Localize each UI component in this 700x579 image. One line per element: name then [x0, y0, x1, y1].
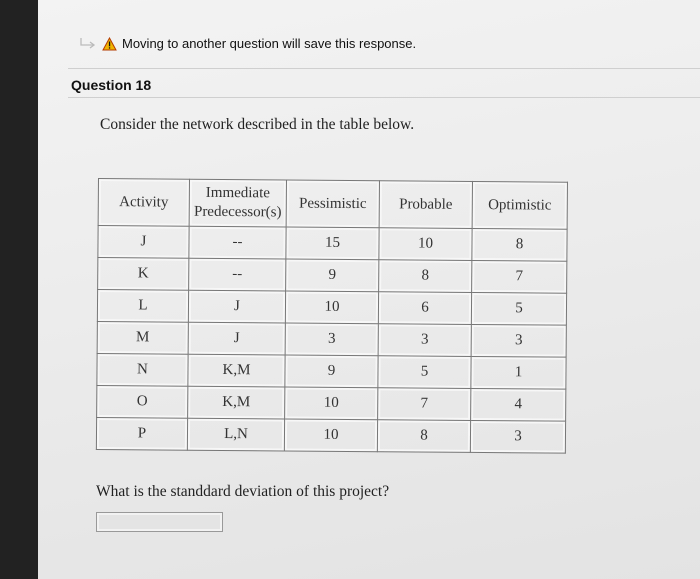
cell-probable: 8: [377, 420, 470, 453]
table-header-row: [98, 179, 567, 230]
cell-pessimistic: 9: [286, 259, 379, 292]
divider: [68, 68, 700, 69]
table-row: [98, 226, 567, 262]
warning-triangle-icon: [102, 37, 117, 51]
header-pessimistic: Pessimistic: [286, 180, 379, 228]
cell-activity: P: [96, 417, 187, 450]
cell-predecessors: J: [188, 322, 285, 355]
table-row: [97, 385, 566, 421]
cell-predecessors: L,N: [187, 418, 284, 451]
question-prompt: Consider the network described in the table below.: [100, 116, 415, 133]
cell-pessimistic: 10: [285, 387, 378, 420]
header-predecessors-line2: Predecessor(s): [193, 203, 282, 221]
cell-activity: L: [97, 290, 188, 323]
cell-probable: 3: [378, 324, 471, 357]
cell-optimistic: 4: [471, 388, 566, 421]
cell-probable: 10: [379, 228, 472, 261]
cell-pessimistic: 10: [284, 419, 377, 452]
cell-predecessors: K,M: [188, 354, 285, 387]
cell-pessimistic: 10: [285, 291, 378, 324]
network-table: [96, 178, 568, 454]
table-row: [97, 321, 566, 357]
network-table-wrapper: [98, 178, 568, 450]
cell-probable: 8: [379, 260, 472, 293]
answer-input[interactable]: [96, 512, 223, 532]
cell-activity: N: [97, 353, 188, 386]
cell-optimistic: 3: [471, 324, 566, 357]
cell-activity: J: [98, 226, 189, 259]
header-probable: Probable: [379, 181, 472, 229]
question-title: Question 18: [71, 77, 152, 93]
cell-optimistic: 8: [472, 228, 567, 261]
cell-activity: M: [97, 321, 188, 354]
dark-left-margin: [0, 0, 38, 579]
cell-pessimistic: 9: [285, 355, 378, 388]
header-predecessors-line1: Immediate: [205, 184, 271, 202]
table-row: [98, 258, 567, 294]
cell-predecessors: --: [189, 226, 286, 259]
cell-pessimistic: 15: [286, 227, 379, 260]
cell-predecessors: --: [189, 258, 286, 291]
table-row: [97, 353, 566, 389]
header-optimistic: Optimistic: [472, 181, 567, 229]
cell-activity: O: [97, 385, 188, 418]
cell-activity: K: [98, 258, 189, 291]
cell-probable: 5: [378, 356, 471, 389]
cell-optimistic: 1: [471, 356, 566, 389]
save-warning-banner: [78, 36, 416, 51]
cell-optimistic: 7: [472, 260, 567, 293]
cell-pessimistic: 3: [285, 323, 378, 356]
cell-optimistic: 5: [471, 292, 566, 325]
cell-predecessors: K,M: [188, 386, 285, 419]
table-row: [96, 417, 565, 453]
warning-text: Moving to another question will save this response.: [122, 36, 417, 51]
cell-probable: 7: [378, 388, 471, 421]
header-predecessors: [189, 179, 286, 227]
return-arrow-icon: [78, 37, 98, 51]
question-ask: What is the standdard deviation of this project?: [96, 483, 390, 500]
header-activity: Activity: [98, 179, 189, 227]
cell-optimistic: 3: [470, 420, 565, 453]
cell-predecessors: J: [188, 290, 285, 323]
cell-probable: 6: [378, 292, 471, 325]
table-row: [97, 290, 566, 326]
divider: [68, 97, 700, 98]
